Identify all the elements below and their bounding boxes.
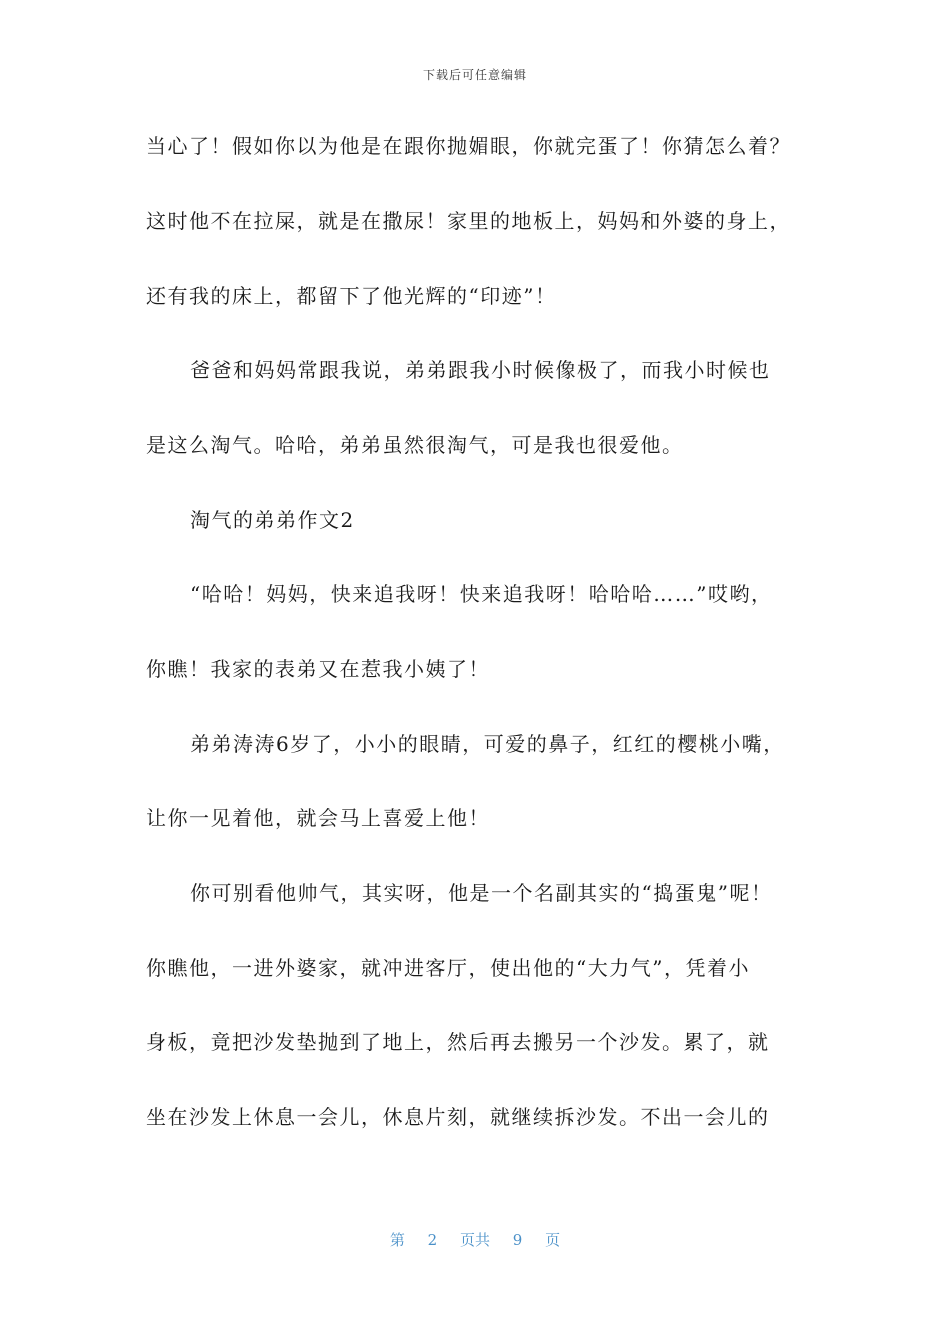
page-header: 下载后可任意编辑 bbox=[422, 68, 527, 82]
text-line: 让你一见着他，就会马上喜爱上他！ bbox=[146, 806, 490, 830]
text-line: 你瞧！我家的表弟又在惹我小姨了！ bbox=[146, 657, 490, 681]
text-line: 这时他不在拉屎，就是在撒尿！家里的地板上，妈妈和外婆的身上， bbox=[146, 209, 791, 233]
text-line: 还有我的床上，都留下了他光辉的“印迹”！ bbox=[146, 284, 557, 308]
footer-suffix: 页 bbox=[545, 1231, 561, 1249]
text-line: 当心了！假如你以为他是在跟你抛媚眼，你就完蛋了！你猜怎么着？ bbox=[146, 134, 791, 158]
paragraph-start-line: “哈哈！妈妈，快来追我呀！快来追我呀！哈哈哈……”哎哟， bbox=[190, 582, 773, 606]
page-footer bbox=[0, 1229, 950, 1250]
footer-middle: 页共 bbox=[459, 1231, 490, 1249]
section-title: 淘气的弟弟作文2 bbox=[190, 508, 355, 532]
paragraph-start-line: 弟弟涛涛6岁了，小小的眼睛，可爱的鼻子，红红的樱桃小嘴， bbox=[190, 732, 785, 756]
footer-prefix: 第 bbox=[389, 1231, 405, 1249]
paragraph-start-line: 爸爸和妈妈常跟我说，弟弟跟我小时候像极了，而我小时候也 bbox=[190, 358, 771, 382]
paragraph-start-line: 你可别看他帅气，其实呀，他是一个名副其实的“捣蛋鬼”呢！ bbox=[190, 881, 773, 905]
text-line: 你瞧他，一进外婆家，就冲进客厅，使出他的“大力气”，凭着小 bbox=[146, 956, 750, 980]
text-line: 坐在沙发上休息一会儿，休息片刻，就继续拆沙发。不出一会儿的 bbox=[146, 1105, 770, 1129]
total-pages-number: 9 bbox=[512, 1231, 523, 1249]
text-line: 身板，竟把沙发垫抛到了地上，然后再去搬另一个沙发。累了，就 bbox=[146, 1030, 770, 1054]
text-line: 是这么淘气。哈哈，弟弟虽然很淘气，可是我也很爱他。 bbox=[146, 433, 684, 457]
current-page-number: 2 bbox=[427, 1231, 438, 1249]
